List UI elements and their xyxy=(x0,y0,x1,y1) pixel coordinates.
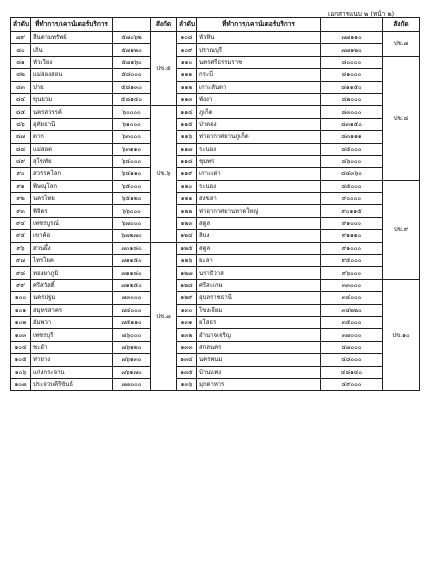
left-row-no: ๗๙ xyxy=(11,32,31,44)
right-row-no: ๑๓๓ xyxy=(177,341,197,353)
right-row-name: อำนาจเจริญ xyxy=(197,329,321,341)
right-row-name: โขงเจียม xyxy=(197,304,321,316)
right-row-value: ๓๕๐๐๐ xyxy=(321,316,383,328)
right-row-no: ๑๓๒ xyxy=(177,329,197,341)
left-row-value: ๗๗๐๐๐ xyxy=(113,378,151,390)
left-row-value: ๗๑๑๘๐ xyxy=(113,267,151,279)
left-row-no: ๙๕ xyxy=(11,230,31,242)
right-row-value: ๙๐๐๐๐ xyxy=(321,193,383,205)
left-row-no: ๘๖ xyxy=(11,118,31,130)
left-row-name: ชะอำ xyxy=(31,341,113,353)
right-row-no: ๑๒๖ xyxy=(177,255,197,267)
table-row xyxy=(11,168,420,180)
left-row-value: ๗๓๐๐๐ xyxy=(113,292,151,304)
left-row-value: ๖๐๐๐๐ xyxy=(113,106,151,118)
left-row-value: ๗๐๑๘๐ xyxy=(113,242,151,254)
right-row-no: ๑๒๐ xyxy=(177,180,197,192)
right-row-name: สตูล xyxy=(197,242,321,254)
left-row-value: ๗๖๑๓๐ xyxy=(113,354,151,366)
table-row xyxy=(11,230,420,242)
left-row-no: ๘๑ xyxy=(11,56,31,68)
table-row xyxy=(11,329,420,341)
right-row-no: ๑๑๗ xyxy=(177,143,197,155)
left-row-no: ๑๐๕ xyxy=(11,354,31,366)
right-row-no: ๑๒๕ xyxy=(177,242,197,254)
table-row xyxy=(11,180,420,192)
left-row-name: ปาย xyxy=(31,81,113,93)
left-row-value: ๖๔๑๑๐ xyxy=(113,168,151,180)
left-region-group: ปข.๗ xyxy=(151,242,177,391)
left-row-name: พิจิตร xyxy=(31,205,113,217)
right-row-name: ท่าอากาศยานหาดใหญ่ xyxy=(197,205,321,217)
right-row-no: ๑๑๒ xyxy=(177,81,197,93)
header-right-no: ลำดับ xyxy=(177,18,197,32)
left-row-no: ๑๐๐ xyxy=(11,292,31,304)
left-row-no: ๘๔ xyxy=(11,93,31,105)
table-row xyxy=(11,341,420,353)
right-row-no: ๑๓๐ xyxy=(177,304,197,316)
header-left-no: ลำดับ xyxy=(11,18,31,32)
right-row-no: ๑๑๕ xyxy=(177,118,197,130)
right-row-value: ๘๓๑๑๑ xyxy=(321,131,383,143)
right-row-no: ๑๑๔ xyxy=(177,106,197,118)
left-region-group: ปข.๕ xyxy=(151,32,177,106)
left-row-no: ๑๐๗ xyxy=(11,378,31,390)
table-row xyxy=(11,366,420,378)
left-row-value: ๗๕๑๑๐ xyxy=(113,316,151,328)
right-row-value: ๓๓๐๐๐ xyxy=(321,279,383,291)
left-row-name: สวนผึ้ง xyxy=(31,242,113,254)
table-row xyxy=(11,378,420,390)
table-row xyxy=(11,32,420,44)
right-region-group: ปข.๙ xyxy=(383,180,420,279)
right-row-no: ๑๑๑ xyxy=(177,69,197,81)
left-row-name: สุโขทัย xyxy=(31,155,113,167)
left-row-name: ศรีสวัสดิ์ xyxy=(31,279,113,291)
right-row-value: ๙๑๑๑๐ xyxy=(321,230,383,242)
left-row-name: เถิน xyxy=(31,44,113,56)
right-row-name: ศรีสะเกษ xyxy=(197,279,321,291)
right-row-value: ๙๖๐๐๐ xyxy=(321,267,383,279)
left-row-no: ๙๓ xyxy=(11,205,31,217)
left-row-no: ๙๑ xyxy=(11,180,31,192)
right-row-name: สกลนคร xyxy=(197,341,321,353)
right-row-no: ๑๒๓ xyxy=(177,217,197,229)
table-row xyxy=(11,217,420,229)
right-row-no: ๑๒๑ xyxy=(177,193,197,205)
left-row-no: ๙๗ xyxy=(11,255,31,267)
left-row-value: ๖๖๐๐๐ xyxy=(113,205,151,217)
left-row-value: ๖๕๐๐๐ xyxy=(113,180,151,192)
left-row-value: ๗๖๐๐๐ xyxy=(113,329,151,341)
right-row-value: ๓๗๐๐๐ xyxy=(321,329,383,341)
table-row xyxy=(11,354,420,366)
left-row-value: ๗๑๒๕๐ xyxy=(113,279,151,291)
left-row-no: ๑๐๖ xyxy=(11,366,31,378)
left-row-value: ๕๗๑๒๐ xyxy=(113,44,151,56)
right-row-no: ๑๑๓ xyxy=(177,93,197,105)
right-row-value: ๘๖๐๐๐ xyxy=(321,155,383,167)
left-row-no: ๙๔ xyxy=(11,217,31,229)
right-row-name: นราธิวาส xyxy=(197,267,321,279)
left-row-name: เพชรบูรณ์ xyxy=(31,217,113,229)
right-row-value: ๘๕๐๐๐ xyxy=(321,143,383,155)
right-row-name: ยโสธร xyxy=(197,316,321,328)
right-row-name: หัวหิน xyxy=(197,32,321,44)
right-row-name: ยะลา xyxy=(197,255,321,267)
right-row-no: ๑๑๐ xyxy=(177,56,197,68)
left-row-value: ๗๔๐๐๐ xyxy=(113,304,151,316)
left-row-no: ๑๐๔ xyxy=(11,341,31,353)
right-row-no: ๑๒๔ xyxy=(177,230,197,242)
right-row-value: ๔๙๐๐๐ xyxy=(321,378,383,390)
left-row-name: ประจวบคีรีขันธ์ xyxy=(31,378,113,390)
right-row-no: ๑๓๖ xyxy=(177,378,197,390)
right-row-name: ท่าอากาศยานภูเก็ต xyxy=(197,131,321,143)
header-right-name: ที่ทำการ/เคาน์เตอร์บริการ xyxy=(197,18,321,32)
left-row-no: ๙๘ xyxy=(11,267,31,279)
right-row-no: ๑๒๙ xyxy=(177,292,197,304)
table-row xyxy=(11,143,420,155)
left-row-value: ๕๘๐๐๐ xyxy=(113,69,151,81)
right-region-group: ปข.๗ xyxy=(383,32,420,57)
table-row xyxy=(11,93,420,105)
left-row-value: ๗๖๑๒๐ xyxy=(113,341,151,353)
right-row-name: มุกดาหาร xyxy=(197,378,321,390)
header-left-region: สังกัด xyxy=(151,18,177,32)
right-row-name: นครศรีธรรมราช xyxy=(197,56,321,68)
right-row-value: ๓๔๐๐๐ xyxy=(321,292,383,304)
left-row-no: ๘๙ xyxy=(11,155,31,167)
right-row-name: สตูล xyxy=(197,217,321,229)
document-reference: เอกสารแนบ ๒ (หน้า ๒) xyxy=(328,10,395,18)
header-left-name: ที่ทำการ/เคาน์เตอร์บริการ xyxy=(31,18,113,32)
right-row-value: ๔๗๐๐๐ xyxy=(321,341,383,353)
table-row xyxy=(11,155,420,167)
left-row-no: ๘๐ xyxy=(11,44,31,56)
table-row xyxy=(11,131,420,143)
left-row-no: ๙๒ xyxy=(11,193,31,205)
right-row-value: ๗๗๑๒๐ xyxy=(321,44,383,56)
left-row-name: สวรรคโลก xyxy=(31,168,113,180)
table-row xyxy=(11,279,420,291)
table-row xyxy=(11,255,420,267)
right-row-value: ๔๘๐๐๐ xyxy=(321,354,383,366)
left-row-name: ท่ายาง xyxy=(31,354,113,366)
left-row-name: อัมพวา xyxy=(31,316,113,328)
left-row-no: ๘๕ xyxy=(11,106,31,118)
right-row-no: ๑๓๔ xyxy=(177,354,197,366)
right-row-no: ๑๒๗ xyxy=(177,267,197,279)
service-counter-table xyxy=(10,17,420,391)
left-row-name: พิษณุโลก xyxy=(31,180,113,192)
table-body xyxy=(11,32,420,391)
left-row-name: ทองผาภูมิ xyxy=(31,267,113,279)
left-row-no: ๘๒ xyxy=(11,69,31,81)
right-row-no: ๑๑๘ xyxy=(177,155,197,167)
left-row-no: ๙๐ xyxy=(11,168,31,180)
right-row-no: ๑๓๑ xyxy=(177,316,197,328)
right-row-name: ระนอง xyxy=(197,143,321,155)
right-row-name: เกาะเต่า xyxy=(197,168,321,180)
right-row-value: ๓๔๒๒๐ xyxy=(321,304,383,316)
left-row-name: เพชรบุรี xyxy=(31,329,113,341)
right-row-value: ๘๓๑๕๐ xyxy=(321,118,383,130)
left-row-value: ๖๕๑๒๐ xyxy=(113,193,151,205)
right-row-name: สงขลา xyxy=(197,193,321,205)
table-row xyxy=(11,193,420,205)
right-row-value: ๘๑๐๐๐ xyxy=(321,69,383,81)
right-row-value: ๘๒๐๐๐ xyxy=(321,93,383,105)
table-row xyxy=(11,316,420,328)
right-row-value: ๙๑๐๐๐ xyxy=(321,242,383,254)
left-row-value: ๖๓๐๐๐ xyxy=(113,131,151,143)
left-row-name: เขาค้อ xyxy=(31,230,113,242)
left-row-no: ๘๗ xyxy=(11,131,31,143)
right-row-name: กระบี่ xyxy=(197,69,321,81)
right-row-no: ๑๑๙ xyxy=(177,168,197,180)
left-row-name: แม่สอด xyxy=(31,143,113,155)
left-row-value: ๕๗๑๖๐ xyxy=(113,56,151,68)
left-row-value: ๕๗๐๖๒ xyxy=(113,32,151,44)
header-right-region: สังกัด xyxy=(383,18,420,32)
left-row-name: นครปฐม xyxy=(31,292,113,304)
left-row-no: ๑๐๒ xyxy=(11,316,31,328)
right-region-group: ปข.๑๐ xyxy=(383,279,420,391)
table-row xyxy=(11,292,420,304)
table-header-row xyxy=(11,18,420,32)
left-row-value: ๖๗๐๐๐ xyxy=(113,217,151,229)
right-row-no: ๑๑๖ xyxy=(177,131,197,143)
left-row-no: ๘๘ xyxy=(11,143,31,155)
left-row-value: ๖๗๒๗๐ xyxy=(113,230,151,242)
left-row-name: ตาก xyxy=(31,131,113,143)
table-row xyxy=(11,44,420,56)
right-row-name: บ้านแพง xyxy=(197,366,321,378)
table-row xyxy=(11,81,420,93)
right-row-name: นครพนม xyxy=(197,354,321,366)
right-row-no: ๑๒๘ xyxy=(177,279,197,291)
left-region-group: ปข.๖ xyxy=(151,106,177,242)
table-row xyxy=(11,242,420,254)
right-region-group: ปข.๘ xyxy=(383,56,420,180)
left-row-value: ๗๑๑๕๐ xyxy=(113,255,151,267)
right-row-value: ๘๔๓๖๐ xyxy=(321,168,383,180)
left-row-value: ๖๔๐๐๐ xyxy=(113,155,151,167)
left-row-name: สมุทรสาคร xyxy=(31,304,113,316)
left-row-value: ๗๖๑๗๐ xyxy=(113,366,151,378)
right-row-name: เกาะลันตา xyxy=(197,81,321,93)
right-row-value: ๙๐๑๑๕ xyxy=(321,205,383,217)
right-row-name: ปราณบุรี xyxy=(197,44,321,56)
left-row-no: ๙๙ xyxy=(11,279,31,291)
left-row-name: นครไทย xyxy=(31,193,113,205)
right-row-no: ๑๓๕ xyxy=(177,366,197,378)
table-row xyxy=(11,69,420,81)
right-row-name: ระนอง xyxy=(197,180,321,192)
left-row-name: ขุนยวม xyxy=(31,93,113,105)
table-row xyxy=(11,118,420,130)
right-row-value: ๙๑๐๐๐ xyxy=(321,217,383,229)
right-row-value: ๘๑๑๕๐ xyxy=(321,81,383,93)
right-row-name: ชุมพร xyxy=(197,155,321,167)
right-row-value: ๙๕๐๐๐ xyxy=(321,255,383,267)
left-row-name: แก่งกระจาน xyxy=(31,366,113,378)
left-row-value: ๖๓๑๑๐ xyxy=(113,143,151,155)
right-row-value: ๔๘๑๔๐ xyxy=(321,366,383,378)
table-row xyxy=(11,205,420,217)
left-row-value: ๖๑๐๐๐ xyxy=(113,118,151,130)
table-row xyxy=(11,267,420,279)
table-row xyxy=(11,304,420,316)
header-right-value xyxy=(321,18,383,32)
left-row-name: แม่ฮ่องสอน xyxy=(31,69,113,81)
left-row-name: ไทรโยค xyxy=(31,255,113,267)
left-row-name: นครสวรรค์ xyxy=(31,106,113,118)
table-row xyxy=(11,56,420,68)
header-left-value xyxy=(113,18,151,32)
left-row-value: ๕๘๑๓๐ xyxy=(113,81,151,93)
left-row-no: ๑๐๑ xyxy=(11,304,31,316)
right-row-name: ป่าตอง xyxy=(197,118,321,130)
left-row-no: ๘๓ xyxy=(11,81,31,93)
right-row-name: ภูเก็ต xyxy=(197,106,321,118)
right-row-name: อุบลราชธานี xyxy=(197,292,321,304)
right-row-no: ๑๐๘ xyxy=(177,32,197,44)
right-row-name: ลิบง xyxy=(197,230,321,242)
right-row-no: ๑๐๙ xyxy=(177,44,197,56)
left-row-name: หัวเวียง xyxy=(31,56,113,68)
right-row-value: ๘๓๐๐๐ xyxy=(321,106,383,118)
right-row-value: ๗๗๑๑๐ xyxy=(321,32,383,44)
right-row-no: ๑๒๒ xyxy=(177,205,197,217)
left-row-name: อุทัยธานี xyxy=(31,118,113,130)
right-row-value: ๘๕๐๐๐ xyxy=(321,180,383,192)
table-row xyxy=(11,106,420,118)
left-row-value: ๕๘๑๔๐ xyxy=(113,93,151,105)
right-row-name: พังงา xyxy=(197,93,321,105)
left-row-no: ๙๖ xyxy=(11,242,31,254)
right-row-value: ๘๐๐๐๐ xyxy=(321,56,383,68)
left-row-no: ๑๐๓ xyxy=(11,329,31,341)
left-row-name: ลืนตามทรัพย์ xyxy=(31,32,113,44)
